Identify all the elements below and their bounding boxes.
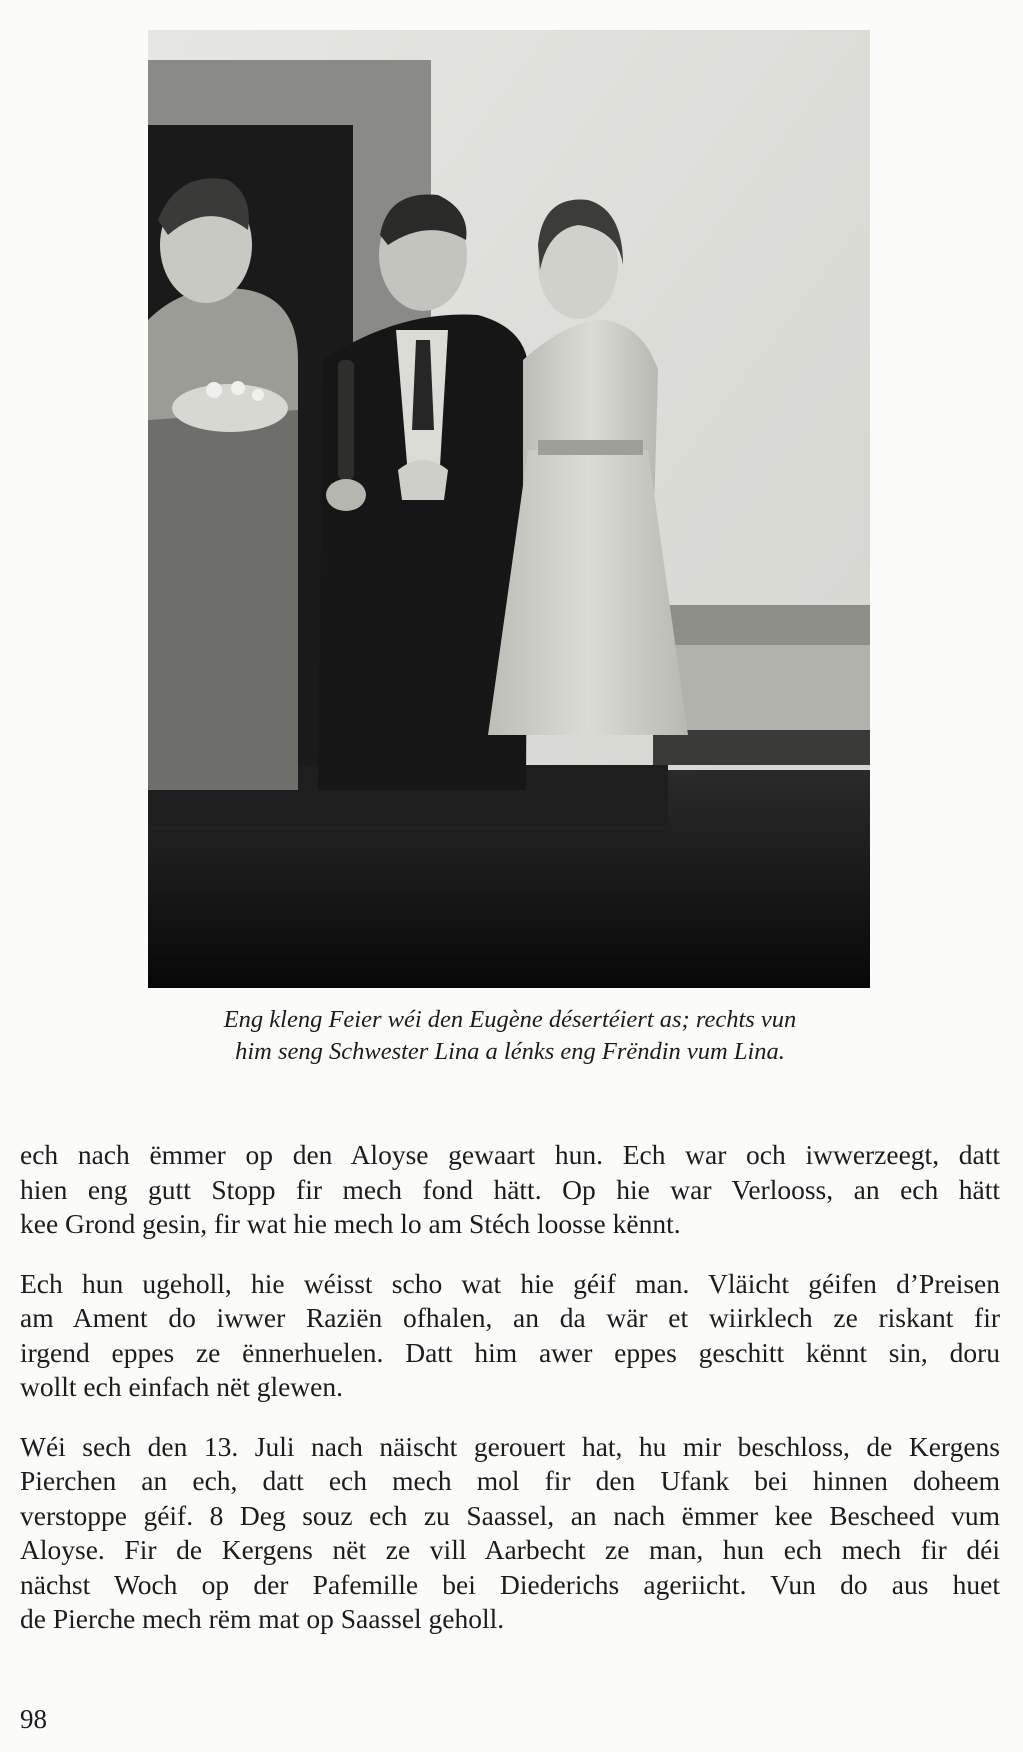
page-number: 98	[20, 1704, 47, 1734]
text-line: kee Grond gesin, fir wat hie mech lo am Stéch loosse kënnt.	[20, 1208, 681, 1239]
photo-caption	[100, 1004, 920, 1068]
text-line: Aloyse. Fir de Kergens nët ze vill Aarbecht ze man, hun ech mech fir déi	[20, 1534, 1000, 1565]
paragraph	[20, 1267, 1000, 1405]
text-line: am Ament do iwwer Raziën ofhalen, an da wär et wiirklech ze riskant fir	[20, 1302, 1000, 1333]
paragraph	[20, 1138, 1000, 1242]
text-line: irgend eppes ze ënnerhuelen. Datt him awer eppes geschitt kënnt sin, doru	[20, 1336, 1000, 1368]
paragraph	[20, 1430, 1000, 1637]
text-line: nächst Woch op der Pafemille bei Diederichs ageriicht. Vun do aus huet	[20, 1568, 1000, 1600]
text-line: verstoppe géif. 8 Deg souz ech zu Saassel, an nach ëmmer kee Bescheed vum	[20, 1499, 1000, 1531]
photograph	[148, 30, 870, 988]
text-line: hien eng gutt Stopp fir mech fond hätt. Op hie war Verlooss, an ech hätt	[20, 1173, 1000, 1205]
text-line: de Pierche mech rëm mat op Saassel geholl.	[20, 1603, 505, 1634]
body-text	[20, 1138, 1000, 1662]
text-line: Wéi sech den 13. Juli nach näischt gerouert hat, hu mir beschloss, de Kergens	[20, 1430, 1000, 1462]
text-line: ech nach ëmmer op den Aloyse gewaart hun. Ech war och iwwerzeegt, datt	[20, 1139, 1000, 1170]
text-line: Pierchen an ech, datt ech mech mol fir den Ufank bei hinnen doheem	[20, 1465, 1000, 1496]
text-line: wollt ech einfach nët glewen.	[20, 1371, 343, 1402]
text-line: Ech hun ugeholl, hie wéisst scho wat hie géif man. Vläicht géifen d’Preisen	[20, 1267, 1000, 1299]
caption-line: him seng Schwester Lina a lénks eng Frëndin vum Lina.	[235, 1038, 785, 1065]
caption-line: Eng kleng Feier wéi den Eugène désertéiert as; rechts vun	[223, 1006, 797, 1033]
